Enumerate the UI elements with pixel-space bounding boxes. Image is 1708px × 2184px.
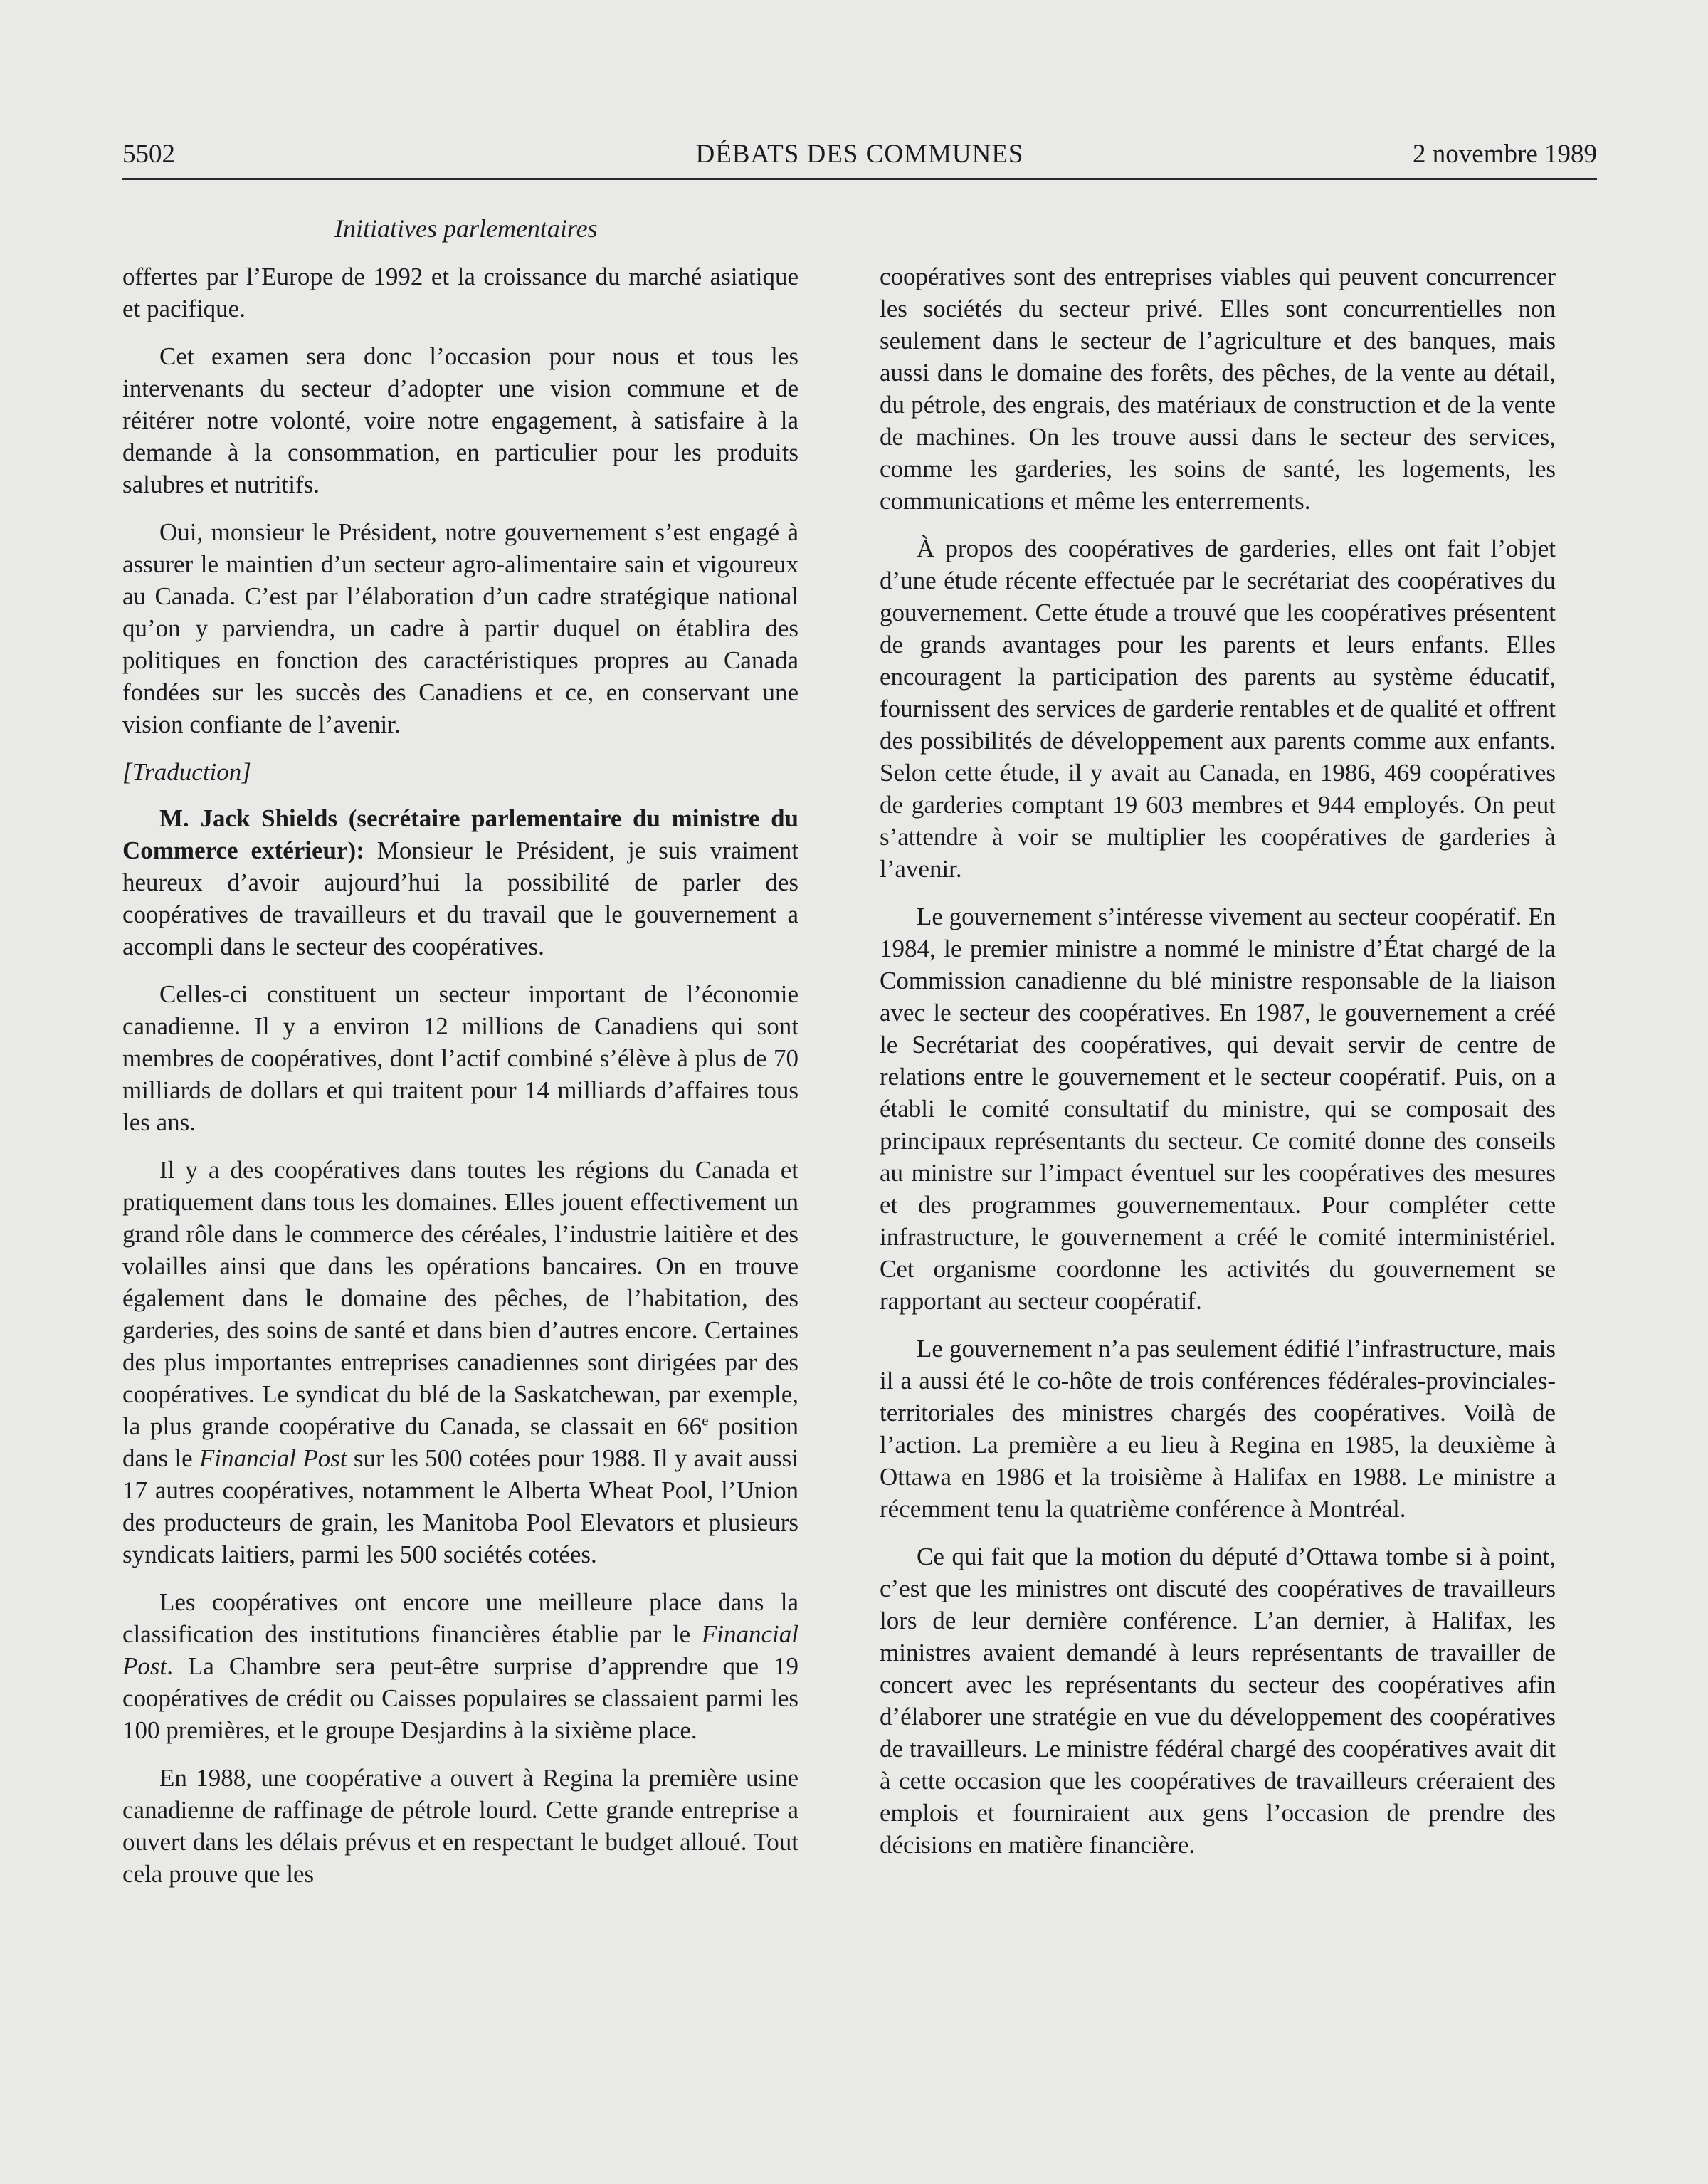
speaker-name: M. Jack Shields (secrétaire parlementaire du ministre du Commerce extérieur):: [122, 804, 798, 864]
paragraph-text: sur les 500 cotées pour 1988. Il y avait aussi 17 autres coopératives, notamment le Alberta Wheat Pool, l’Union des producteurs de grain, les Manitoba Pool Elevators et plusieurs syndicats laitiers, parmi les 500 sociétés cotées.: [122, 1444, 798, 1568]
paragraph: [122, 1586, 798, 1746]
publication-title: DÉBATS DES COMMUNES: [695, 140, 1024, 169]
paragraph-text: Les coopératives ont encore une meilleure place dans la classification des institutions financières établie par le: [122, 1588, 798, 1648]
paragraph: En 1988, une coopérative a ouvert à Regina la première usine canadienne de raffinage de pétrole lourd. Cette grande entreprise a ouvert dans les délais prévus et en respectant le budget alloué. Tout cela prouve que les: [122, 1764, 798, 1888]
paragraph: À propos des coopératives de garderies, elles ont fait l’objet d’une étude récente effectuée par le secrétariat des coopératives du gouvernement. Cette étude a trouvé que les coopératives présentent de grands avantages pour les parents et leurs enfants. Elles encouragent la participation des parents au système éducatif, fournissent des services de garderie rentables et de qualité et offrent des possibilités de développement aux parents comme aux enfants. Selon cette étude, il y avait au Canada, en 1986, 469 coopératives de garderies comptant 19 603 membres et 944 employés. On peut s’attendre à voir se multiplier les coopératives de garderies à l’avenir.: [880, 535, 1556, 883]
page-header: [122, 137, 1597, 180]
speech-text: Monsieur le Président, je suis vraiment heureux d’avoir aujourd’hui la possibilité de parler des coopératives de travailleurs et du travail que le gouvernement a accompli dans le secteur des coopératives.: [122, 836, 799, 960]
publication-name: Financial Post: [122, 1620, 798, 1680]
paragraph: Le gouvernement n’a pas seulement édifié l’infrastructure, mais il a aussi été le co-hôte de trois conférences fédérales-provinciales-territoriales des ministres chargés des coopératives. Voilà de l’action. La première a eu lieu à Regina en 1985, la deuxième à Ottawa en 1986 et la troisième à Halifax en 1988. Le ministre a récemment tenu la quatrième conférence à Montréal.: [880, 1335, 1556, 1523]
paragraph: Cet examen sera donc l’occasion pour nous et tous les intervenants du secteur d’adopter une vision commune et de réitérer notre volonté, voire notre engagement, à satisfaire à la demande à la consommation, en particulier pour les produits salubres et nutritifs.: [122, 342, 798, 498]
paragraph: coopératives sont des entreprises viables qui peuvent concurrencer les sociétés du secteur privé. Elles sont concurrentielles non seulement dans le secteur de l’agriculture et des banques, mais aussi dans le domaine des forêts, des pêches, de la vente au détail, du pétrole, des engrais, des matériaux de construction et de la vente de machines. On les trouve aussi dans le secteur des services, comme les garderies, les soins de santé, les logements, les communications et même les enterrements.: [880, 263, 1556, 515]
publication-name: Financial Post: [199, 1444, 347, 1472]
paragraph: Ce qui fait que la motion du député d’Ottawa tombe si à point, c’est que les ministres ont discuté des coopératives de travailleurs lors de leur dernière conférence. L’an dernier, à Halifax, les ministres avaient demandé à leurs représentants de travailler de concert avec les représentants du secteur des coopératives afin d’élaborer une stratégie en vue du développement des coopératives de travailleurs. Le ministre fédéral chargé des coopératives avait dit à cette occasion que les coopératives de travailleurs créeraient des emplois et fourniraient aux gens l’occasion de prendre des décisions en matière financière.: [880, 1543, 1556, 1859]
paragraph-text: . La Chambre sera peut-être surprise d’apprendre que 19 coopératives de crédit ou Caisses populaires se classaient parmi les 100 premières, et le groupe Desjardins à la sixième place.: [122, 1652, 798, 1744]
translation-label: Traduction: [132, 758, 242, 786]
paragraph: [122, 1154, 798, 1570]
speech-paragraph: [122, 802, 798, 962]
right-column: [880, 261, 1556, 1876]
paragraph-text: position dans le: [122, 1412, 798, 1472]
paragraph: Le gouvernement s’intéresse vivement au secteur coopératif. En 1984, le premier ministre a nommé le ministre d’État chargé de la Commission canadienne du blé ministre responsable de la liaison avec le secteur des coopératives. En 1987, le gouvernement a créé le Secrétariat des coopératives, qui devait servir de centre de relations entre le gouvernement et le secteur coopératif. Puis, on a établi le comité consultatif du ministre, qui se composait des principaux représentants du secteur. Ce comité donne des conseils au ministre sur l’impact éventuel sur les coopératives des mesures et des programmes gouvernementaux. Pour compléter cette infrastructure, le gouvernement a créé le comité interministériel. Cet organisme coordonne les activités du gouvernement se rapportant au secteur coopératif.: [880, 903, 1556, 1315]
superscript: e: [702, 1412, 709, 1429]
paragraph: Oui, monsieur le Président, notre gouvernement s’est engagé à assurer le maintien d’un secteur agro-alimentaire sain et vigoureux au Canada. C’est par l’élaboration d’un cadre stratégique national qu’on y parviendra, un cadre à partir duquel on établira des politiques en fonction des caractéristiques propres au Canada fondées sur les succès des Canadiens et ce, en conservant une vision confiante de l’avenir.: [122, 518, 798, 738]
section-label: Initiatives parlementaires: [334, 214, 598, 243]
paragraph: offertes par l’Europe de 1992 et la croissance du marché asiatique et pacifique.: [122, 263, 798, 322]
paragraph-text: Il y a des coopératives dans toutes les régions du Canada et pratiquement dans tous les domaines. Elles jouent effectivement un grand rôle dans le commerce des céréales, l’industrie laitière et des volailles ainsi que dans les opérations bancaires. On en trouve également dans le domaine des pêches, de l’habitation, des garderies, des soins de santé et dans bien d’autres encore. Certaines des plus importantes entreprises canadiennes sont dirigées par des coopératives. Le syndicat du blé de la Saskatchewan, par exemple, la plus grande coopérative du Canada, se classait en 66: [122, 1156, 798, 1440]
paragraph: Celles-ci constituent un secteur important de l’économie canadienne. Il y a environ 12 millions de Canadiens qui sont membres de coopératives, dont l’actif combiné s’élève à plus de 70 milliards de dollars et qui traitent pour 14 milliards d’affaires tous les ans.: [122, 980, 798, 1136]
translation-note: [Traduction]: [122, 758, 251, 786]
publication-date: 2 novembre 1989: [1413, 140, 1597, 169]
page-number: 5502: [122, 140, 175, 169]
left-column: [122, 261, 798, 1906]
